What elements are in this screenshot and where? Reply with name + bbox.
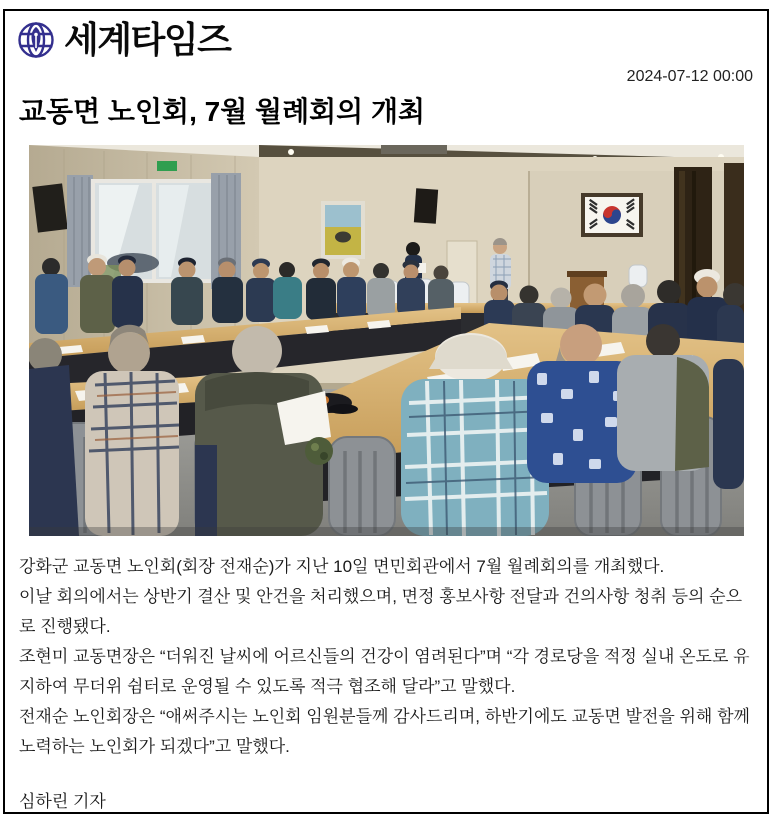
article-body [17, 552, 755, 762]
brand-title: 세계타임즈 [64, 19, 231, 60]
article-headline: 교동면 노인회, 7월 월례회의 개최 [19, 96, 426, 127]
publish-date: 2024-07-12 00:00 [626, 68, 753, 85]
globe-pen-logo-icon [17, 21, 55, 59]
article-page [3, 9, 769, 814]
exit-sign [157, 161, 177, 171]
photo-bottom-shadow [29, 527, 744, 536]
landscape-painting [321, 201, 365, 259]
paragraph: 전재순 노인회장은 “애써주시는 노인회 임원분들께 감사드리며, 하반기에도 교동면 발전을 위해 함께 노력하는 노인회가 되겠다”고 말했다. [19, 707, 750, 756]
paragraph: 조현미 교동면장은 “더워진 날씨에 어르신들의 건강이 염려된다”며 “각 경로당을 적정 실내 온도로 유지하여 무더위 쉼터로 운영될 수 있도록 적극 협조해 달라”고 말했다. [19, 647, 750, 696]
article-photo [29, 145, 744, 536]
wall-speaker-left [32, 183, 67, 232]
korean-flag [581, 193, 643, 237]
masthead-logo[interactable] [17, 19, 755, 61]
paragraph: 이날 회의에서는 상반기 결산 및 안건을 처리했으며, 면정 홍보사항 전달과 건의사항 청취 등의 순으로 진행됐다. [19, 587, 743, 636]
reporter-byline: 심하린 기자 [19, 792, 106, 811]
wall-speaker-right [413, 188, 437, 223]
paragraph: 강화군 교동면 노인회(회장 전재순)가 지난 10일 면민회관에서 7월 월례회의를 개최했다. [19, 557, 665, 576]
